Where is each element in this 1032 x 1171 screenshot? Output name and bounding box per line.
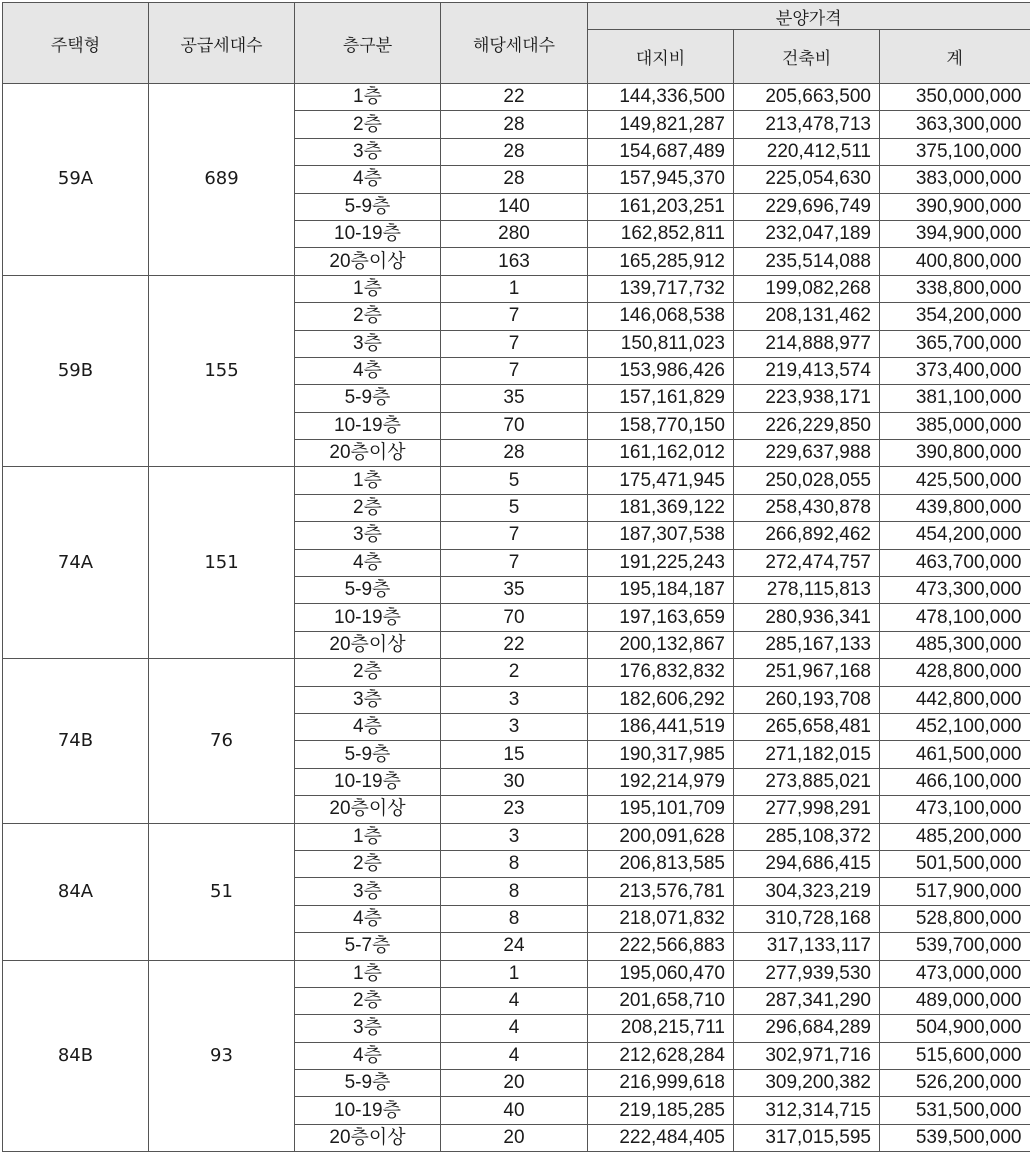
build-price-cell: 312,314,715 [734, 1097, 880, 1124]
floor-cell: 2층 [295, 987, 441, 1014]
land-price-cell: 186,441,519 [588, 713, 734, 740]
header-land: 대지비 [588, 30, 734, 84]
table-row [3, 823, 1030, 850]
total-price-cell: 478,100,000 [880, 604, 1030, 631]
unit-count-cell: 20 [441, 1124, 588, 1151]
unit-count-cell: 20 [441, 1070, 588, 1097]
header-build: 건축비 [734, 30, 880, 84]
land-price-cell: 192,214,979 [588, 768, 734, 795]
floor-cell: 3층 [295, 138, 441, 165]
land-price-cell: 190,317,985 [588, 741, 734, 768]
unit-count-cell: 7 [441, 357, 588, 384]
total-price-cell: 526,200,000 [880, 1070, 1030, 1097]
price-table [2, 2, 1030, 1152]
total-price-cell: 350,000,000 [880, 84, 1030, 111]
land-price-cell: 213,576,781 [588, 878, 734, 905]
total-price-cell: 461,500,000 [880, 741, 1030, 768]
build-price-cell: 304,323,219 [734, 878, 880, 905]
total-price-cell: 539,500,000 [880, 1124, 1030, 1151]
total-price-cell: 466,100,000 [880, 768, 1030, 795]
build-price-cell: 271,182,015 [734, 741, 880, 768]
land-price-cell: 165,285,912 [588, 248, 734, 275]
floor-cell: 2층 [295, 659, 441, 686]
floor-cell: 4층 [295, 713, 441, 740]
unit-count-cell: 4 [441, 1015, 588, 1042]
land-price-cell: 149,821,287 [588, 111, 734, 138]
unit-count-cell: 8 [441, 850, 588, 877]
land-price-cell: 139,717,732 [588, 275, 734, 302]
unit-type-cell: 59A [3, 84, 149, 276]
land-price-cell: 197,163,659 [588, 604, 734, 631]
unit-count-cell: 3 [441, 823, 588, 850]
unit-count-cell: 163 [441, 248, 588, 275]
land-price-cell: 222,484,405 [588, 1124, 734, 1151]
total-price-cell: 365,700,000 [880, 330, 1030, 357]
unit-count-cell: 15 [441, 741, 588, 768]
total-price-cell: 473,300,000 [880, 577, 1030, 604]
total-price-cell: 354,200,000 [880, 303, 1030, 330]
unit-count-cell: 140 [441, 193, 588, 220]
floor-cell: 10-19층 [295, 1097, 441, 1124]
floor-cell: 5-9층 [295, 193, 441, 220]
total-price-cell: 400,800,000 [880, 248, 1030, 275]
build-price-cell: 229,637,988 [734, 440, 880, 467]
total-price-cell: 390,900,000 [880, 193, 1030, 220]
unit-count-cell: 1 [441, 275, 588, 302]
unit-count-cell: 70 [441, 412, 588, 439]
unit-type-cell: 74B [3, 659, 149, 823]
build-price-cell: 285,167,133 [734, 631, 880, 658]
unit-count-cell: 7 [441, 522, 588, 549]
build-price-cell: 225,054,630 [734, 166, 880, 193]
land-price-cell: 201,658,710 [588, 987, 734, 1014]
land-price-cell: 195,184,187 [588, 577, 734, 604]
floor-cell: 2층 [295, 111, 441, 138]
total-price-cell: 515,600,000 [880, 1042, 1030, 1069]
floor-cell: 1층 [295, 823, 441, 850]
land-price-cell: 191,225,243 [588, 549, 734, 576]
build-price-cell: 309,200,382 [734, 1070, 880, 1097]
floor-cell: 4층 [295, 1042, 441, 1069]
land-price-cell: 161,203,251 [588, 193, 734, 220]
unit-count-cell: 7 [441, 549, 588, 576]
unit-count-cell: 280 [441, 220, 588, 247]
floor-cell: 4층 [295, 905, 441, 932]
total-price-cell: 383,000,000 [880, 166, 1030, 193]
unit-count-cell: 2 [441, 659, 588, 686]
land-price-cell: 208,215,711 [588, 1015, 734, 1042]
land-price-cell: 222,566,883 [588, 933, 734, 960]
total-price-cell: 473,000,000 [880, 960, 1030, 987]
floor-cell: 10-19층 [295, 220, 441, 247]
total-price-cell: 517,900,000 [880, 878, 1030, 905]
floor-cell: 20층이상 [295, 631, 441, 658]
land-price-cell: 146,068,538 [588, 303, 734, 330]
supply-count-cell: 76 [149, 659, 295, 823]
build-price-cell: 229,696,749 [734, 193, 880, 220]
build-price-cell: 317,133,117 [734, 933, 880, 960]
floor-cell: 3층 [295, 686, 441, 713]
unit-count-cell: 4 [441, 1042, 588, 1069]
unit-type-cell: 84B [3, 960, 149, 1152]
build-price-cell: 223,938,171 [734, 385, 880, 412]
floor-cell: 3층 [295, 522, 441, 549]
unit-count-cell: 24 [441, 933, 588, 960]
land-price-cell: 187,307,538 [588, 522, 734, 549]
build-price-cell: 272,474,757 [734, 549, 880, 576]
header-type: 주택형 [3, 3, 149, 84]
unit-count-cell: 5 [441, 494, 588, 521]
build-price-cell: 277,939,530 [734, 960, 880, 987]
unit-count-cell: 22 [441, 631, 588, 658]
land-price-cell: 218,071,832 [588, 905, 734, 932]
build-price-cell: 251,967,168 [734, 659, 880, 686]
unit-count-cell: 35 [441, 577, 588, 604]
land-price-cell: 158,770,150 [588, 412, 734, 439]
build-price-cell: 220,412,511 [734, 138, 880, 165]
total-price-cell: 531,500,000 [880, 1097, 1030, 1124]
land-price-cell: 182,606,292 [588, 686, 734, 713]
land-price-cell: 150,811,023 [588, 330, 734, 357]
floor-cell: 1층 [295, 467, 441, 494]
unit-count-cell: 1 [441, 960, 588, 987]
build-price-cell: 266,892,462 [734, 522, 880, 549]
header-floor: 층구분 [295, 3, 441, 84]
floor-cell: 5-9층 [295, 577, 441, 604]
land-price-cell: 176,832,832 [588, 659, 734, 686]
supply-count-cell: 51 [149, 823, 295, 960]
build-price-cell: 205,663,500 [734, 84, 880, 111]
unit-count-cell: 3 [441, 713, 588, 740]
total-price-cell: 373,400,000 [880, 357, 1030, 384]
floor-cell: 5-9층 [295, 1070, 441, 1097]
land-price-cell: 181,369,122 [588, 494, 734, 521]
table-row [3, 275, 1030, 302]
total-price-cell: 473,100,000 [880, 796, 1030, 823]
land-price-cell: 157,161,829 [588, 385, 734, 412]
table-row [3, 84, 1030, 111]
land-price-cell: 144,336,500 [588, 84, 734, 111]
floor-cell: 20층이상 [295, 1124, 441, 1151]
land-price-cell: 206,813,585 [588, 850, 734, 877]
build-price-cell: 294,686,415 [734, 850, 880, 877]
build-price-cell: 213,478,713 [734, 111, 880, 138]
build-price-cell: 287,341,290 [734, 987, 880, 1014]
land-price-cell: 157,945,370 [588, 166, 734, 193]
unit-count-cell: 7 [441, 330, 588, 357]
unit-count-cell: 4 [441, 987, 588, 1014]
table-row [3, 960, 1030, 987]
total-price-cell: 363,300,000 [880, 111, 1030, 138]
total-price-cell: 501,500,000 [880, 850, 1030, 877]
floor-cell: 10-19층 [295, 604, 441, 631]
unit-count-cell: 30 [441, 768, 588, 795]
floor-cell: 10-19층 [295, 412, 441, 439]
build-price-cell: 280,936,341 [734, 604, 880, 631]
unit-count-cell: 5 [441, 467, 588, 494]
unit-count-cell: 8 [441, 905, 588, 932]
floor-cell: 20층이상 [295, 796, 441, 823]
build-price-cell: 317,015,595 [734, 1124, 880, 1151]
total-price-cell: 425,500,000 [880, 467, 1030, 494]
build-price-cell: 232,047,189 [734, 220, 880, 247]
total-price-cell: 394,900,000 [880, 220, 1030, 247]
total-price-cell: 381,100,000 [880, 385, 1030, 412]
build-price-cell: 278,115,813 [734, 577, 880, 604]
table-row [3, 467, 1030, 494]
supply-count-cell: 93 [149, 960, 295, 1152]
build-price-cell: 285,108,372 [734, 823, 880, 850]
floor-cell: 3층 [295, 330, 441, 357]
unit-count-cell: 70 [441, 604, 588, 631]
unit-count-cell: 3 [441, 686, 588, 713]
unit-count-cell: 35 [441, 385, 588, 412]
floor-cell: 2층 [295, 303, 441, 330]
header-count: 해당세대수 [441, 3, 588, 84]
build-price-cell: 310,728,168 [734, 905, 880, 932]
unit-count-cell: 40 [441, 1097, 588, 1124]
floor-cell: 3층 [295, 878, 441, 905]
table-body [3, 84, 1030, 1152]
total-price-cell: 390,800,000 [880, 440, 1030, 467]
total-price-cell: 452,100,000 [880, 713, 1030, 740]
total-price-cell: 442,800,000 [880, 686, 1030, 713]
total-price-cell: 463,700,000 [880, 549, 1030, 576]
floor-cell: 5-9층 [295, 741, 441, 768]
supply-count-cell: 151 [149, 467, 295, 659]
unit-count-cell: 7 [441, 303, 588, 330]
unit-count-cell: 22 [441, 84, 588, 111]
build-price-cell: 250,028,055 [734, 467, 880, 494]
floor-cell: 1층 [295, 960, 441, 987]
build-price-cell: 302,971,716 [734, 1042, 880, 1069]
build-price-cell: 296,684,289 [734, 1015, 880, 1042]
unit-count-cell: 28 [441, 111, 588, 138]
land-price-cell: 219,185,285 [588, 1097, 734, 1124]
unit-type-cell: 74A [3, 467, 149, 659]
land-price-cell: 212,628,284 [588, 1042, 734, 1069]
floor-cell: 1층 [295, 84, 441, 111]
floor-cell: 1층 [295, 275, 441, 302]
build-price-cell: 226,229,850 [734, 412, 880, 439]
build-price-cell: 273,885,021 [734, 768, 880, 795]
build-price-cell: 199,082,268 [734, 275, 880, 302]
total-price-cell: 485,200,000 [880, 823, 1030, 850]
header-total: 계 [880, 30, 1030, 84]
land-price-cell: 216,999,618 [588, 1070, 734, 1097]
land-price-cell: 175,471,945 [588, 467, 734, 494]
total-price-cell: 504,900,000 [880, 1015, 1030, 1042]
total-price-cell: 528,800,000 [880, 905, 1030, 932]
header-price-group: 분양가격 [588, 3, 1030, 30]
total-price-cell: 375,100,000 [880, 138, 1030, 165]
unit-count-cell: 23 [441, 796, 588, 823]
land-price-cell: 200,132,867 [588, 631, 734, 658]
unit-count-cell: 8 [441, 878, 588, 905]
unit-count-cell: 28 [441, 440, 588, 467]
build-price-cell: 214,888,977 [734, 330, 880, 357]
build-price-cell: 258,430,878 [734, 494, 880, 521]
total-price-cell: 485,300,000 [880, 631, 1030, 658]
floor-cell: 10-19층 [295, 768, 441, 795]
table-header [3, 3, 1030, 84]
supply-count-cell: 155 [149, 275, 295, 467]
build-price-cell: 265,658,481 [734, 713, 880, 740]
total-price-cell: 338,800,000 [880, 275, 1030, 302]
floor-cell: 4층 [295, 166, 441, 193]
build-price-cell: 208,131,462 [734, 303, 880, 330]
floor-cell: 4층 [295, 357, 441, 384]
total-price-cell: 489,000,000 [880, 987, 1030, 1014]
land-price-cell: 153,986,426 [588, 357, 734, 384]
land-price-cell: 161,162,012 [588, 440, 734, 467]
build-price-cell: 235,514,088 [734, 248, 880, 275]
floor-cell: 20층이상 [295, 440, 441, 467]
unit-count-cell: 28 [441, 138, 588, 165]
floor-cell: 5-9층 [295, 385, 441, 412]
floor-cell: 3층 [295, 1015, 441, 1042]
total-price-cell: 385,000,000 [880, 412, 1030, 439]
supply-count-cell: 689 [149, 84, 295, 276]
unit-type-cell: 59B [3, 275, 149, 467]
land-price-cell: 162,852,811 [588, 220, 734, 247]
total-price-cell: 439,800,000 [880, 494, 1030, 521]
build-price-cell: 219,413,574 [734, 357, 880, 384]
table-row [3, 659, 1030, 686]
land-price-cell: 195,101,709 [588, 796, 734, 823]
floor-cell: 5-7층 [295, 933, 441, 960]
total-price-cell: 539,700,000 [880, 933, 1030, 960]
unit-type-cell: 84A [3, 823, 149, 960]
header-supply: 공급세대수 [149, 3, 295, 84]
land-price-cell: 154,687,489 [588, 138, 734, 165]
land-price-cell: 200,091,628 [588, 823, 734, 850]
floor-cell: 20층이상 [295, 248, 441, 275]
land-price-cell: 195,060,470 [588, 960, 734, 987]
total-price-cell: 454,200,000 [880, 522, 1030, 549]
floor-cell: 4층 [295, 549, 441, 576]
floor-cell: 2층 [295, 850, 441, 877]
total-price-cell: 428,800,000 [880, 659, 1030, 686]
floor-cell: 2층 [295, 494, 441, 521]
build-price-cell: 260,193,708 [734, 686, 880, 713]
build-price-cell: 277,998,291 [734, 796, 880, 823]
unit-count-cell: 28 [441, 166, 588, 193]
